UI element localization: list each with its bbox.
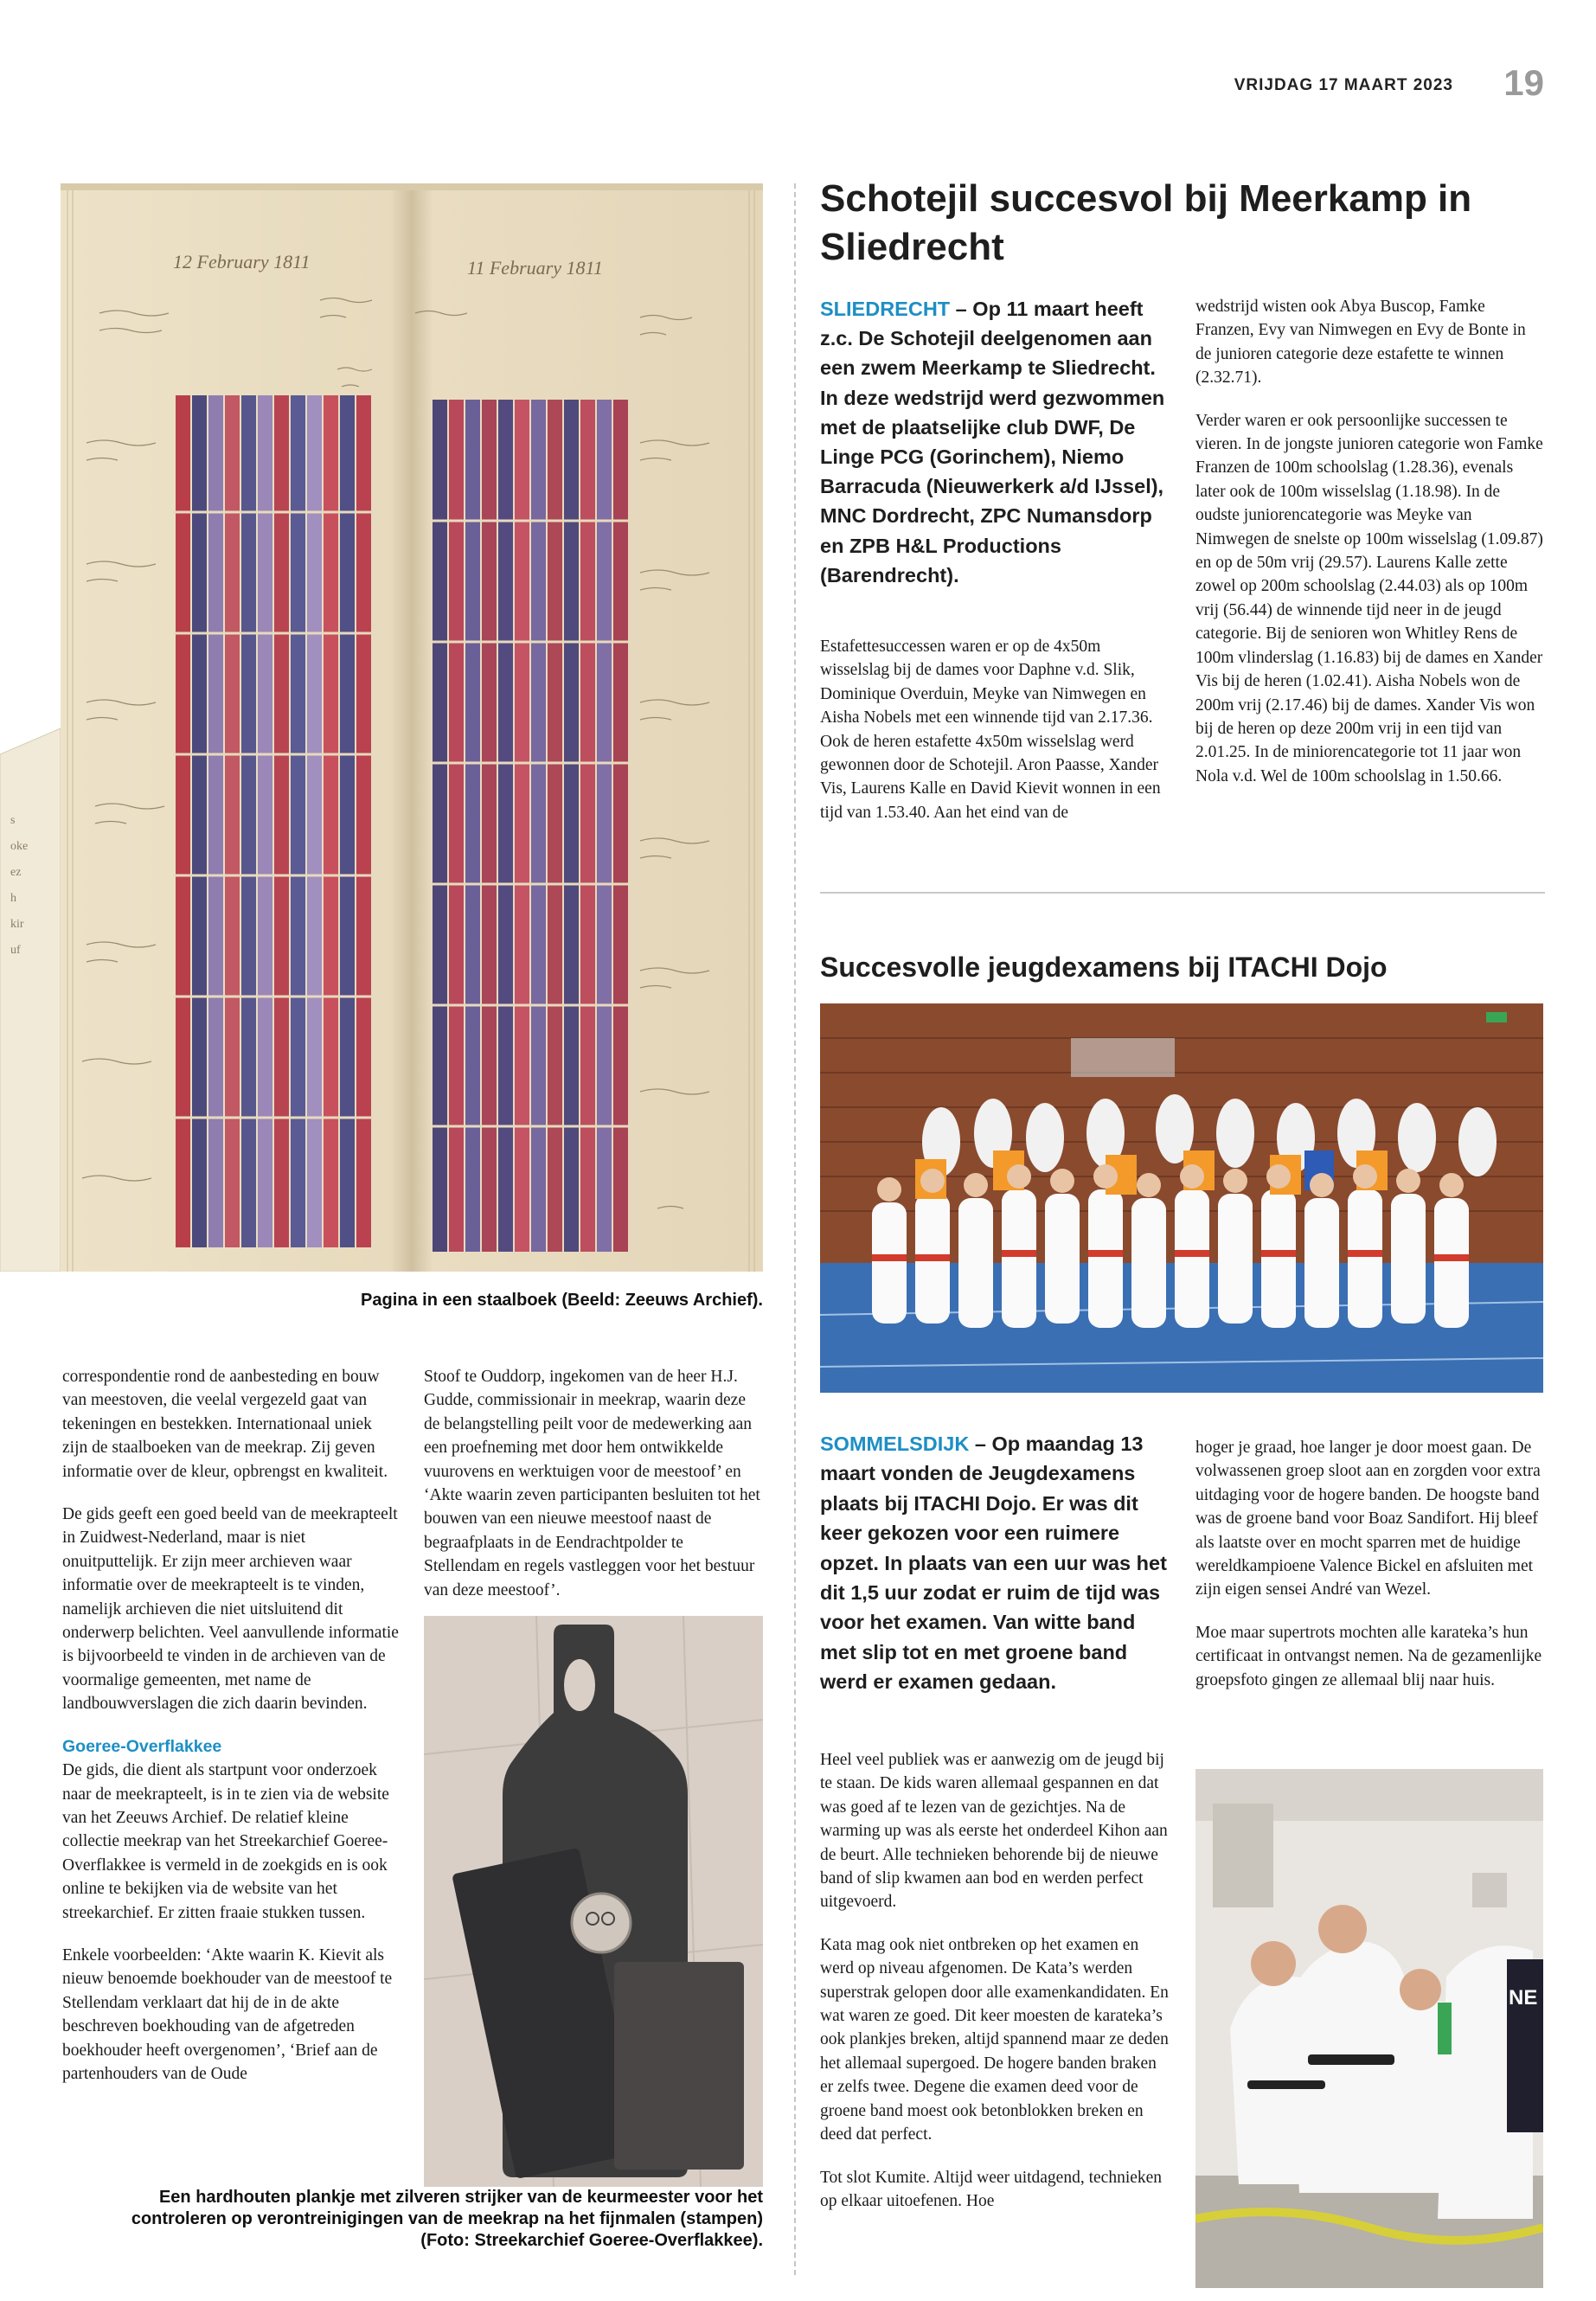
svg-text:ez: ez (10, 866, 22, 879)
article1-lead (820, 294, 1166, 590)
article2-kicker: SOMMELSDIJK (820, 1433, 970, 1455)
article2-headline: Succesvolle jeugdexamens bij ITACHI Dojo (820, 952, 1388, 983)
subheading-goeree: Goeree-Overflakkee (62, 1736, 222, 1756)
paragraph: wedstrijd wisten ook Abya Buscop, Famke Franzen, Evy van Nimwegen en Evy de Bonte in de junioren categorie deze estafette te winnen (2.32.71). (1195, 298, 1526, 388)
paragraph: De gids geeft een goed beeld van de meekrapteelt in Zuidwest-Nederland, maar is niet onuitputtelijk. Er zijn meer archieven waar informatie over de meekrapteelt is te vinden, namelijk archieven die niet uitsluitend dit onderwerp belichten. Veel aanvullende informatie is bijvoorbeeld te vinden in de archieven van de voormalige gemeenten, met name de landbouwverslagen die zich daarin bevinden. (62, 1505, 399, 1714)
svg-text:s: s (10, 814, 16, 827)
svg-text:oke: oke (10, 840, 29, 853)
kumite-shirt-text: NE (1509, 1986, 1538, 2009)
article2-column-1 (820, 1748, 1170, 2213)
kumite-photo (1195, 1769, 1543, 2288)
paragraph: Heel veel publiek was er aanwezig om de jeugd bij te staan. De kids waren allemaal gespannen en dat was goed af te lezen van de gezichtjes. Na de warming up was als eerste het onderdeel Kihon aan de beurt. Alle technieken behorende bij de nieuwe band of slip kwamen aan bod en werden perfect uitgevoerd. (820, 1751, 1168, 1912)
article1-column-2 (1195, 295, 1543, 788)
plank-photo-caption: Een hardhouten plankje met zilveren strijker van de keurmeester voor het controleren op verontreinigingen van de meekrap na het fijnmalen (stampen) (Foto: Streekarchief Goeree-Overflakkee). (131, 2188, 763, 2250)
ledger-photo-caption: Pagina in een staalboek (Beeld: Zeeuws Archief). (361, 1291, 763, 1310)
section-rule (820, 892, 1545, 894)
column-divider (794, 183, 796, 2275)
paragraph: Kata mag ook niet ontbreken op het examen en werd op niveau afgenomen. De Kata’s werden superstrak gelopen door alle examenkandidaten. En wat waren ze goed. Dit keer moesten de karateka’s ook plankjes breken, altijd spannend maar ze deden het allemaal supergoed. De hogere banden braken er zelfs twee. Degene die examen deed voor de groene band moest ook betonblokken breken en deed dat perfect. (820, 1935, 1169, 2144)
article1-headline: Schotejil succesvol bij Meerkamp in Sliedrecht (820, 177, 1472, 268)
svg-text:kir: kir (10, 918, 24, 931)
plank-photo (424, 1616, 763, 2187)
paragraph: Enkele voorbeelden: ‘Akte waarin K. Kievit als nieuw benoemde boekhouder van de meestoof te Stellendam verklaart dat hij de in de akte beschreven boekhouding van de afgetreden boekhouder heeft overgenomen’, ‘Brief aan de partenhouders van de Oude (62, 1945, 393, 2083)
ledger-heading-right: 11 February 1811 (467, 257, 603, 279)
dojo-group-photo (820, 1003, 1543, 1393)
article1-kicker: SLIEDRECHT (820, 298, 951, 320)
page-number: 19 (1503, 62, 1544, 103)
left-column-1 (62, 1365, 401, 2086)
paragraph: Estafettesuccessen waren er op de 4x50m wisselslag bij de dames voor Daphne v.d. Slik, Dominique Overduin, Meyke van Nimwegen en Aisha Nobels met een winnende tijd van 2.17.36. Ook de heren estafette 4x50m wisselslag werd gewonnen door de Schotejil. Aron Paasse, Xander Vis, Laurens Kalle en David Kievit wonnen in een tijd van 1.53.40. Aan het eind van de (820, 638, 1161, 822)
paragraph: Verder waren er ook persoonlijke successen te vieren. In de jongste junioren categorie won Famke Franzen de 100m schoolslag (1.28.36), evenals later ook de 100m wisselslag (1.18.98). In de oudste juniorencategorie was Meyke van Nimwegen de snelste op 100m wisselslag (1.09.87) en op de 50m vrij (29.57). Laurens Kalle zette zowel op 200m schoolslag (2.44.03) als op 100m vrij (56.44) de winnende tijd neer in de jeugd categorie. Bij de senioren won Whitley Rens de 100m vlinderslag (1.16.83) bij de dames en Xander Vis bij de heren (1.02.41). Aisha Nobels won de 200m vrij (2.17.46) bij de dames. Xander Vis won bij de heren op deze 200m vrij in een tijd van 2.01.25. In de miniorencategorie tot 11 jaar won Nola v.d. Wel de 100m schoolslag in 1.50.66. (1195, 411, 1543, 785)
svg-text:h: h (10, 892, 16, 905)
left-column-2 (424, 1365, 763, 1602)
ledger-heading-left: 12 February 1811 (173, 251, 311, 272)
issue-date: VRIJDAG 17 MAART 2023 (1234, 76, 1453, 94)
paragraph: De gids, die dient als startpunt voor onderzoek naar de meekrapteelt, is in te zien via de website van het Zeeuws Archief. De relatief kleine collectie meekrap van het Streekarchief Goeree-Overflakkee is vermeld in de zoekgids en is ook online te bekijken via de website van het streekarchief. Er zitten fraaie stukken tussen. (62, 1761, 389, 1922)
paragraph: hoger je graad, hoe langer je door moest gaan. De volwassenen groep sloot aan en zorgden voor extra uitdaging voor de hogere banden. De hoogste band was de groene band voor Boaz Sandifort. Hij bleef als laatste over en mocht sparren met de huidige wereldkampioene Valence Bickel en afsluiten met zijn eigen sensei André van Wezel. (1195, 1439, 1541, 1599)
article2-lead (820, 1429, 1170, 1697)
article1-column-1 (820, 635, 1166, 824)
article1-lead-text: – Op 11 maart heeft z.c. De Schotejil deelgenomen aan een zwem Meerkamp te Sliedrecht. In deze wedstrijd werd gezwommen met de plaatselijke club DWF, De Linge PCG (Gorinchem), Niemo Barracuda (Nieuwerkerk a/d IJssel), MNC Dordrecht, ZPC Numansdorp en ZPB H&L Productions (Barendrecht). (820, 298, 1165, 586)
article2-column-2 (1195, 1436, 1543, 1692)
article2-lead-text: – Op maandag 13 maart vonden de Jeugdexamens plaats bij ITACHI Dojo. Er was dit keer gekozen voor een ruimere opzet. In plaats van een uur was het dit 1,5 uur zodat er ruim de tijd was voor het examen. Van witte band met slip tot en met groene band werd er examen gedaan. (820, 1433, 1167, 1694)
ledger-photo (0, 183, 763, 1272)
paragraph: correspondentie rond de aanbesteding en bouw van meestoven, die veelal vergezeld gaat van tekeningen en bestekken. Internationaal uniek zijn de staalboeken van de meekrap. Zij geven informatie over de kleur, opbrengst en kwaliteit. (62, 1368, 388, 1481)
paragraph: Tot slot Kumite. Altijd weer uitdagend, technieken op elkaar uitoefenen. Hoe (820, 2168, 1163, 2210)
paragraph: Stoof te Ouddorp, ingekomen van de heer H.J. Gudde, commissionair in meekrap, waarin deze de belangstelling peilt voor de medewerking aan een proefneming met door hem ontwikkelde vuurovens en werktuigen voor de meestoof’ en ‘Akte waarin zeven participanten besluiten tot het bouwen van een nieuwe meestoof naast de begraafplaats in de Eendrachtpolder te Stellendam en regels vastleggen voor het bestuur van deze meestoof’. (424, 1368, 760, 1599)
paragraph: Moe maar supertrots mochten alle karateka’s hun certificaat in ontvangst nemen. Na de gezamenlijke groepsfoto gingen ze allemaal blij naar huis. (1195, 1623, 1542, 1689)
svg-text:uf: uf (10, 944, 21, 957)
